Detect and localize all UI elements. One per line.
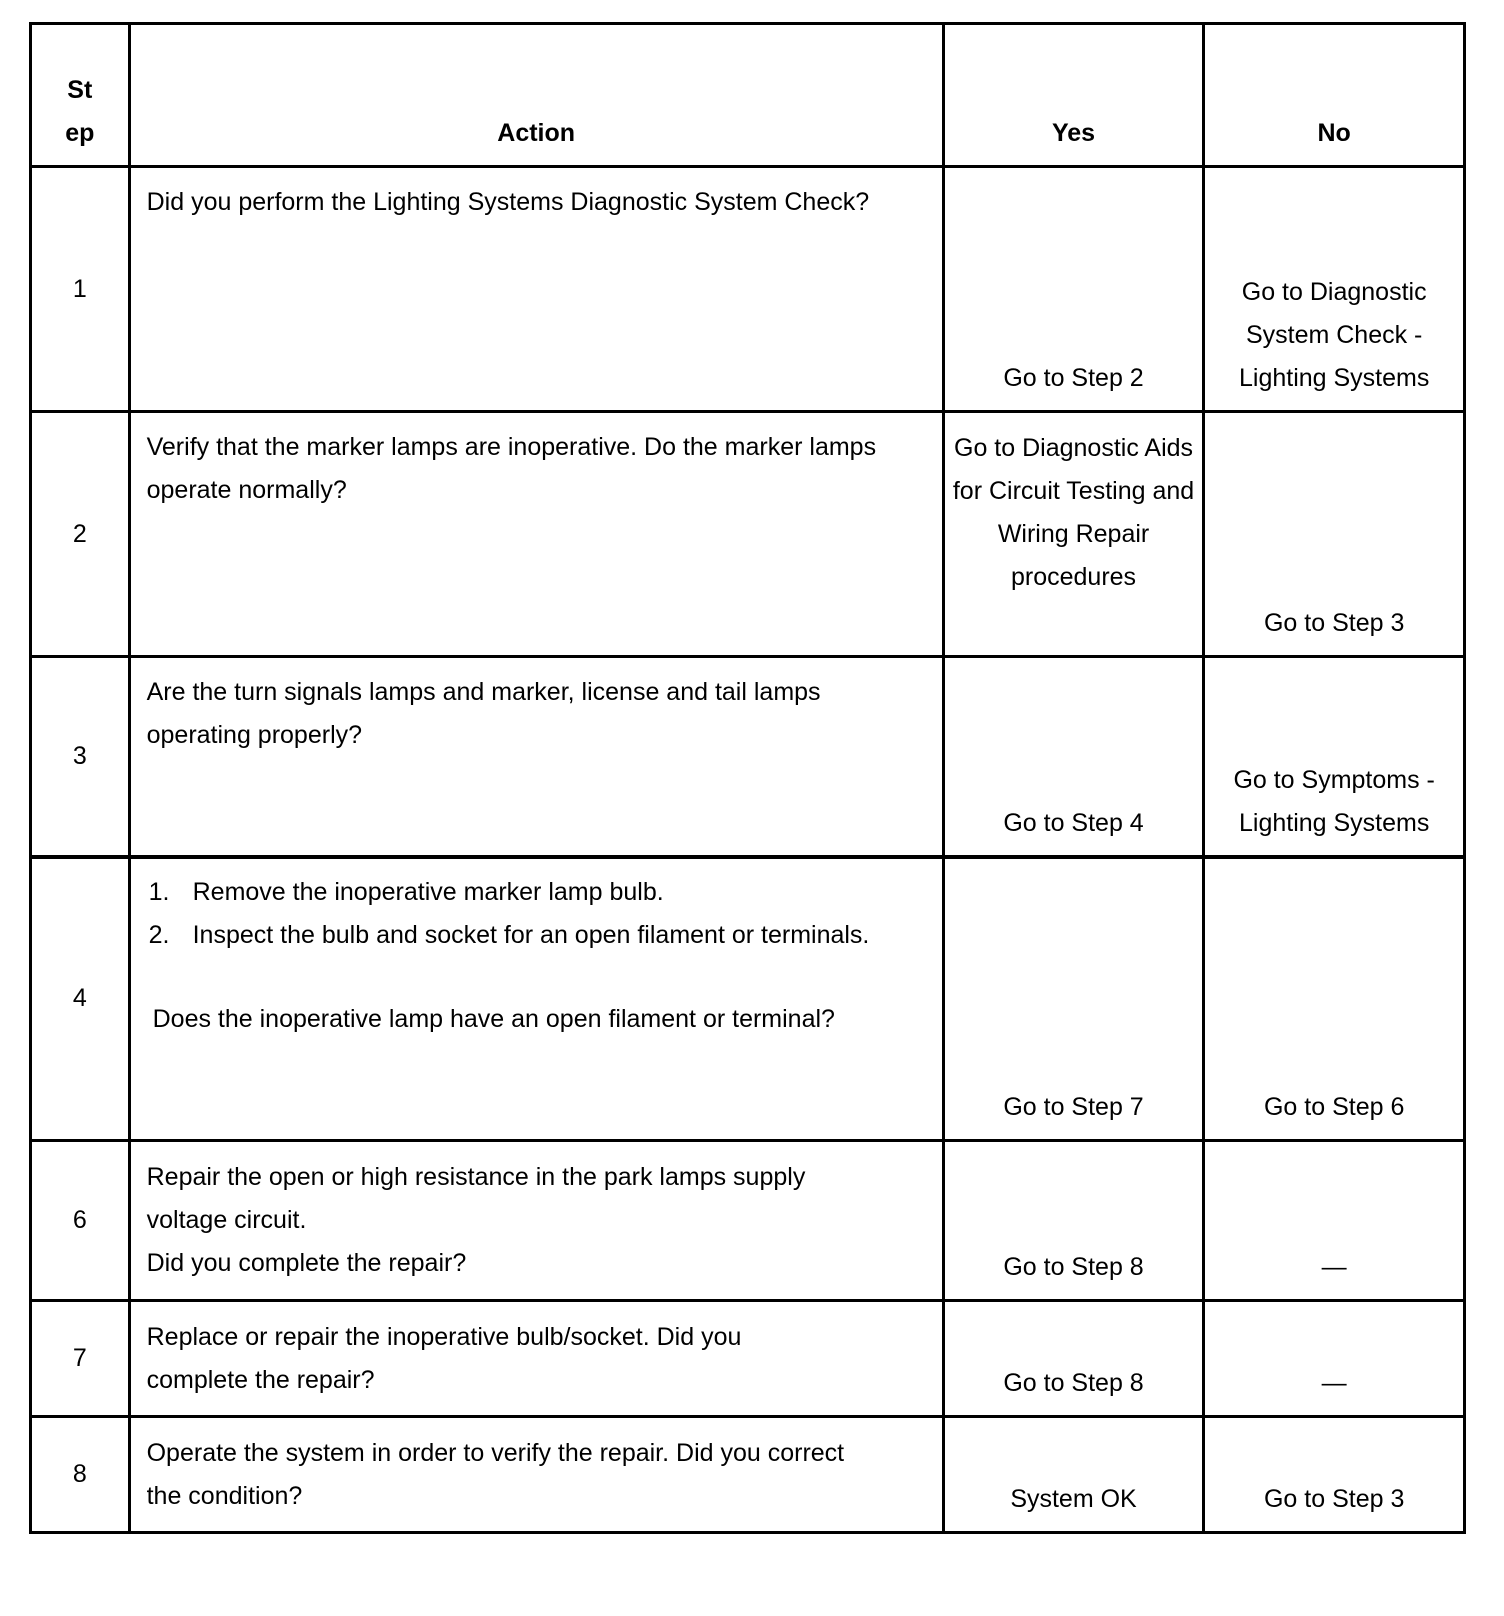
- yes-result: Go to Step 4: [943, 657, 1204, 857]
- no-result: Go to Step 6: [1204, 857, 1465, 1141]
- action-text: Replace or repair the inoperative bulb/socket. Did you complete the repair?: [129, 1301, 943, 1417]
- yes-result: Go to Step 8: [943, 1301, 1204, 1417]
- header-step-line2: ep: [65, 119, 95, 147]
- header-action: Action: [129, 24, 943, 167]
- table-row: [31, 657, 1465, 857]
- action-text: Are the turn signals lamps and marker, license and tail lamps operating properly?: [129, 657, 943, 857]
- table-row: [31, 857, 1465, 1141]
- list-text: Inspect the bulb and socket for an open filament or terminals.: [192, 920, 870, 949]
- yes-result: Go to Step 7: [943, 857, 1204, 1141]
- action-statement: Repair the open or high resistance in the park lamps supply voltage circuit.: [146, 1163, 806, 1234]
- table-row: [31, 1417, 1465, 1533]
- table-header-row: [31, 24, 1465, 167]
- no-result: Go to Symptoms - Lighting Systems: [1204, 657, 1465, 857]
- list-item: [147, 871, 926, 914]
- no-result: Go to Step 3: [1204, 412, 1465, 657]
- action-question: Did you complete the repair?: [146, 1249, 467, 1277]
- step-number: 8: [31, 1417, 130, 1533]
- no-result: Go to Diagnostic System Check - Lighting Systems: [1204, 167, 1465, 412]
- table-row: [31, 1141, 1465, 1301]
- header-yes: Yes: [943, 24, 1204, 167]
- step-number: 6: [31, 1141, 130, 1301]
- list-number: 2.: [148, 920, 170, 949]
- yes-result: System OK: [943, 1417, 1204, 1533]
- yes-result: Go to Diagnostic Aids for Circuit Testing and Wiring Repair procedures: [943, 412, 1204, 657]
- header-step-line1: St: [67, 76, 93, 104]
- header-step: [31, 24, 130, 167]
- yes-result: Go to Step 2: [943, 167, 1204, 412]
- no-result: Go to Step 3: [1204, 1417, 1465, 1533]
- list-item: [147, 914, 926, 957]
- header-no: No: [1204, 24, 1465, 167]
- no-result: —: [1204, 1301, 1465, 1417]
- action-text: [129, 1141, 943, 1301]
- action-text: Operate the system in order to verify the repair. Did you correct the condition?: [129, 1417, 943, 1533]
- action-text: [129, 857, 943, 1141]
- step-number: 2: [31, 412, 130, 657]
- diagnostic-table: [29, 22, 1466, 1534]
- step-number: 3: [31, 657, 130, 857]
- table-row: [31, 167, 1465, 412]
- step-number: 7: [31, 1301, 130, 1417]
- action-question: Does the inoperative lamp have an open filament or terminal?: [152, 1004, 835, 1033]
- no-result: —: [1204, 1141, 1465, 1301]
- action-text: Did you perform the Lighting Systems Diagnostic System Check?: [129, 167, 943, 412]
- table-row: [31, 412, 1465, 657]
- step-number: 4: [31, 857, 130, 1141]
- yes-result: Go to Step 8: [943, 1141, 1204, 1301]
- table-row: [31, 1301, 1465, 1417]
- list-text: Remove the inoperative marker lamp bulb.: [192, 877, 664, 906]
- list-number: 1.: [148, 877, 170, 906]
- step-number: 1: [31, 167, 130, 412]
- action-text: Verify that the marker lamps are inoperative. Do the marker lamps operate normally?: [129, 412, 943, 657]
